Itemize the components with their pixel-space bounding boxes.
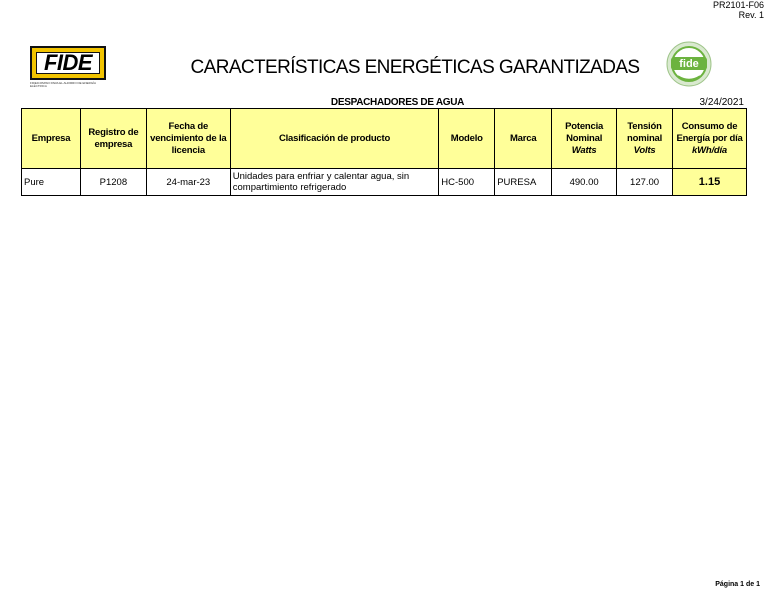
document-code-id: PR2101-F06 bbox=[712, 0, 764, 10]
cell-empresa: Pure bbox=[22, 169, 81, 196]
cell-registro: P1208 bbox=[80, 169, 146, 196]
header-registro: Registro de empresa bbox=[80, 109, 146, 169]
cell-marca: PURESA bbox=[495, 169, 552, 196]
header-modelo: Modelo bbox=[439, 109, 495, 169]
document-code bbox=[713, 0, 764, 20]
header-consumo-label: Consumo de Energía por día bbox=[676, 120, 743, 144]
table-header-row bbox=[22, 109, 747, 169]
document-revision: Rev. 1 bbox=[738, 10, 764, 20]
header-potencia bbox=[552, 109, 617, 169]
table-subtitle: DESPACHADORES DE AGUA bbox=[330, 97, 465, 108]
header-fecha: Fecha de vencimiento de la licencia bbox=[146, 109, 230, 169]
fide-seal-icon bbox=[664, 41, 714, 87]
header-potencia-label: Potencia Nominal bbox=[565, 120, 604, 144]
header-consumo bbox=[673, 109, 747, 169]
header-tension bbox=[617, 109, 673, 169]
cell-consumo: 1.15 bbox=[673, 169, 747, 196]
header-consumo-unit: kWh/día bbox=[692, 144, 728, 156]
cell-potencia: 490.00 bbox=[552, 169, 617, 196]
header-tension-unit: Volts bbox=[633, 144, 656, 156]
seal-text: fide bbox=[679, 58, 699, 70]
fide-logo-tagline: FIDEICOMISO PARA EL AHORRO DE ENERGÍA ELÉCTRICA bbox=[30, 81, 96, 88]
cell-clasificacion: Unidades para enfriar y calentar agua, sin compartimiento refrigerado bbox=[230, 169, 439, 196]
fide-logo bbox=[30, 46, 110, 88]
header-marca: Marca bbox=[495, 109, 552, 169]
fide-logo-frame bbox=[30, 46, 106, 80]
cell-fecha: 24-mar-23 bbox=[146, 169, 230, 196]
header-clasificacion: Clasificación de producto bbox=[230, 109, 439, 169]
page-title: CARACTERÍSTICAS ENERGÉTICAS GARANTIZADAS bbox=[190, 57, 640, 78]
cell-tension: 127.00 bbox=[617, 169, 673, 196]
cell-modelo: HC-500 bbox=[439, 169, 495, 196]
document-date: 3/24/2021 bbox=[699, 97, 744, 108]
table-row bbox=[22, 169, 747, 196]
header-empresa: Empresa bbox=[22, 109, 81, 169]
page-number: Página 1 de 1 bbox=[715, 581, 760, 588]
header-tension-label: Tensión nominal bbox=[627, 120, 663, 144]
fide-logo-text: FIDE bbox=[36, 52, 100, 74]
header-potencia-unit: Watts bbox=[571, 144, 597, 156]
characteristics-table bbox=[21, 108, 747, 196]
